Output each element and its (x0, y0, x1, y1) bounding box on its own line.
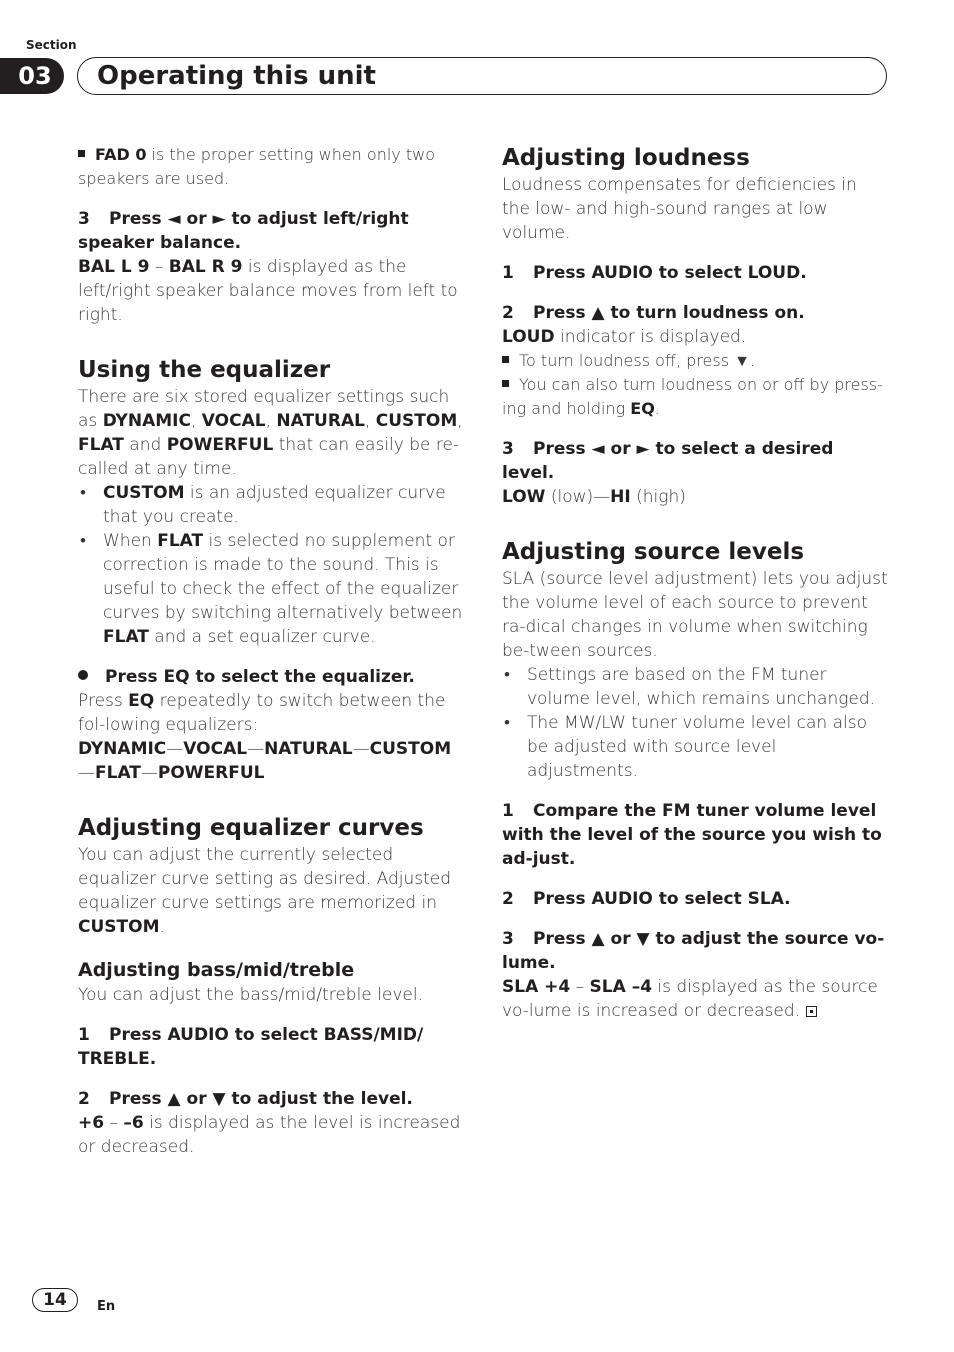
loudness-desc: Loudness compensates for deficiencies in the low- and high-sound ranges at low volume. (502, 175, 857, 243)
heading-equalizer-curves: Adjusting equalizer curves (78, 815, 424, 841)
step-loudness-on-desc: LOUD indicator is displayed. (502, 327, 747, 347)
circle-bullet-icon (78, 670, 88, 680)
fad-note: FAD 0 is the proper setting when only two speakers are used. (78, 145, 435, 188)
step-balance-desc: BAL L 9 – BAL R 9 is displayed as the left/right speaker balance moves from left to right. (78, 257, 458, 325)
step-adjust-level-desc: +6 – –6 is displayed as the level is increased or decreased. (78, 1113, 461, 1157)
bullet-icon: • (504, 713, 510, 733)
step-loudness-on: 2 Press ▲ to turn loudness on. (502, 303, 805, 323)
equalizer-curves-desc: You can adjust the currently selected equalizer curve setting as desired. Adjusted equalizer curve settings are memorized in CUSTOM. (78, 845, 452, 937)
step-adjust-source-volume: 3 Press ▲ or ▼ to adjust the source vo-lume. (502, 929, 885, 973)
right-column (502, 143, 890, 1023)
source-levels-bullet-mwlw: • The MW/LW tuner volume level can also be adjusted with source level adjustments. (504, 713, 867, 781)
step-adjust-source-volume-desc: SLA +4 – SLA –4 is displayed as the source vo-lume is increased or decreased. (502, 977, 878, 1021)
heading-bass-mid-treble: Adjusting bass/mid/treble (78, 959, 355, 981)
step-select-sla: 2 Press AUDIO to select SLA. (502, 889, 791, 909)
heading-source-levels: Adjusting source levels (502, 539, 805, 565)
bass-mid-treble-desc: You can adjust the bass/mid/treble level. (78, 985, 423, 1005)
equalizer-bullet-custom: • CUSTOM is an adjusted equalizer curve that you create. (80, 483, 446, 527)
step-loudness-level: 3 Press ◄ or ► to select a desired level. (502, 439, 834, 483)
step-select-bass-mid-treble: 1 Press AUDIO to select BASS/MID/ TREBLE. (78, 1025, 424, 1069)
square-bullet-icon (502, 356, 509, 363)
page-title: Operating this unit (77, 57, 887, 95)
step-loudness-level-desc: LOW (low)—HI (high) (502, 487, 686, 507)
square-bullet-icon (502, 380, 509, 387)
step-select-loud: 1 Press AUDIO to select LOUD. (502, 263, 807, 283)
loudness-note-off: To turn loudness off, press ▼. (502, 349, 890, 373)
section-label: Section (26, 38, 77, 52)
equalizer-list: DYNAMIC—VOCAL—NATURAL—CUSTOM —FLAT—POWERFUL (78, 739, 452, 783)
loudness-note-eq: You can also turn loudness on or off by press-ing and holding EQ. (502, 375, 883, 418)
left-column (78, 143, 466, 1159)
step-compare-levels: 1 Compare the FM tuner volume level with the level of the source you wish to ad-just. (502, 801, 882, 869)
bullet-icon: • (504, 665, 510, 685)
equalizer-bullet-flat: • When FLAT is selected no supplement or correction is made to the sound. This is useful to check the effect of the equalizer curves by switching alternatively between FLAT and a set equalizer curve. (80, 531, 463, 647)
section-number-badge: 03 (0, 58, 64, 94)
equalizer-intro: There are six stored equalizer settings such as DYNAMIC, VOCAL, NATURAL, CUSTOM, FLAT and POWERFUL that can easily be re-called at any time. (78, 387, 463, 479)
bullet-icon: • (80, 483, 86, 503)
heading-loudness: Adjusting loudness (502, 145, 750, 171)
step-select-equalizer: Press EQ to select the equalizer. (78, 665, 466, 689)
source-levels-desc: SLA (source level adjustment) lets you adjust the volume level of each source to prevent ra-dical changes in volume when switching be-tween sources. (502, 569, 888, 661)
square-bullet-icon (78, 150, 85, 157)
step-select-equalizer-desc: Press EQ repeatedly to switch between the fol-lowing equalizers: (78, 691, 446, 735)
source-levels-bullet-fm: • Settings are based on the FM tuner volume level, which remains unchanged. (504, 665, 876, 709)
step-adjust-level: 2 Press ▲ or ▼ to adjust the level. (78, 1089, 413, 1109)
heading-using-equalizer: Using the equalizer (78, 357, 331, 383)
bullet-icon: • (80, 531, 86, 551)
page-number: 14 (32, 1288, 78, 1312)
language-label: En (97, 1299, 116, 1314)
end-of-section-icon (806, 1006, 817, 1017)
step-balance: 3 Press ◄ or ► to adjust left/right speaker balance. (78, 209, 409, 253)
